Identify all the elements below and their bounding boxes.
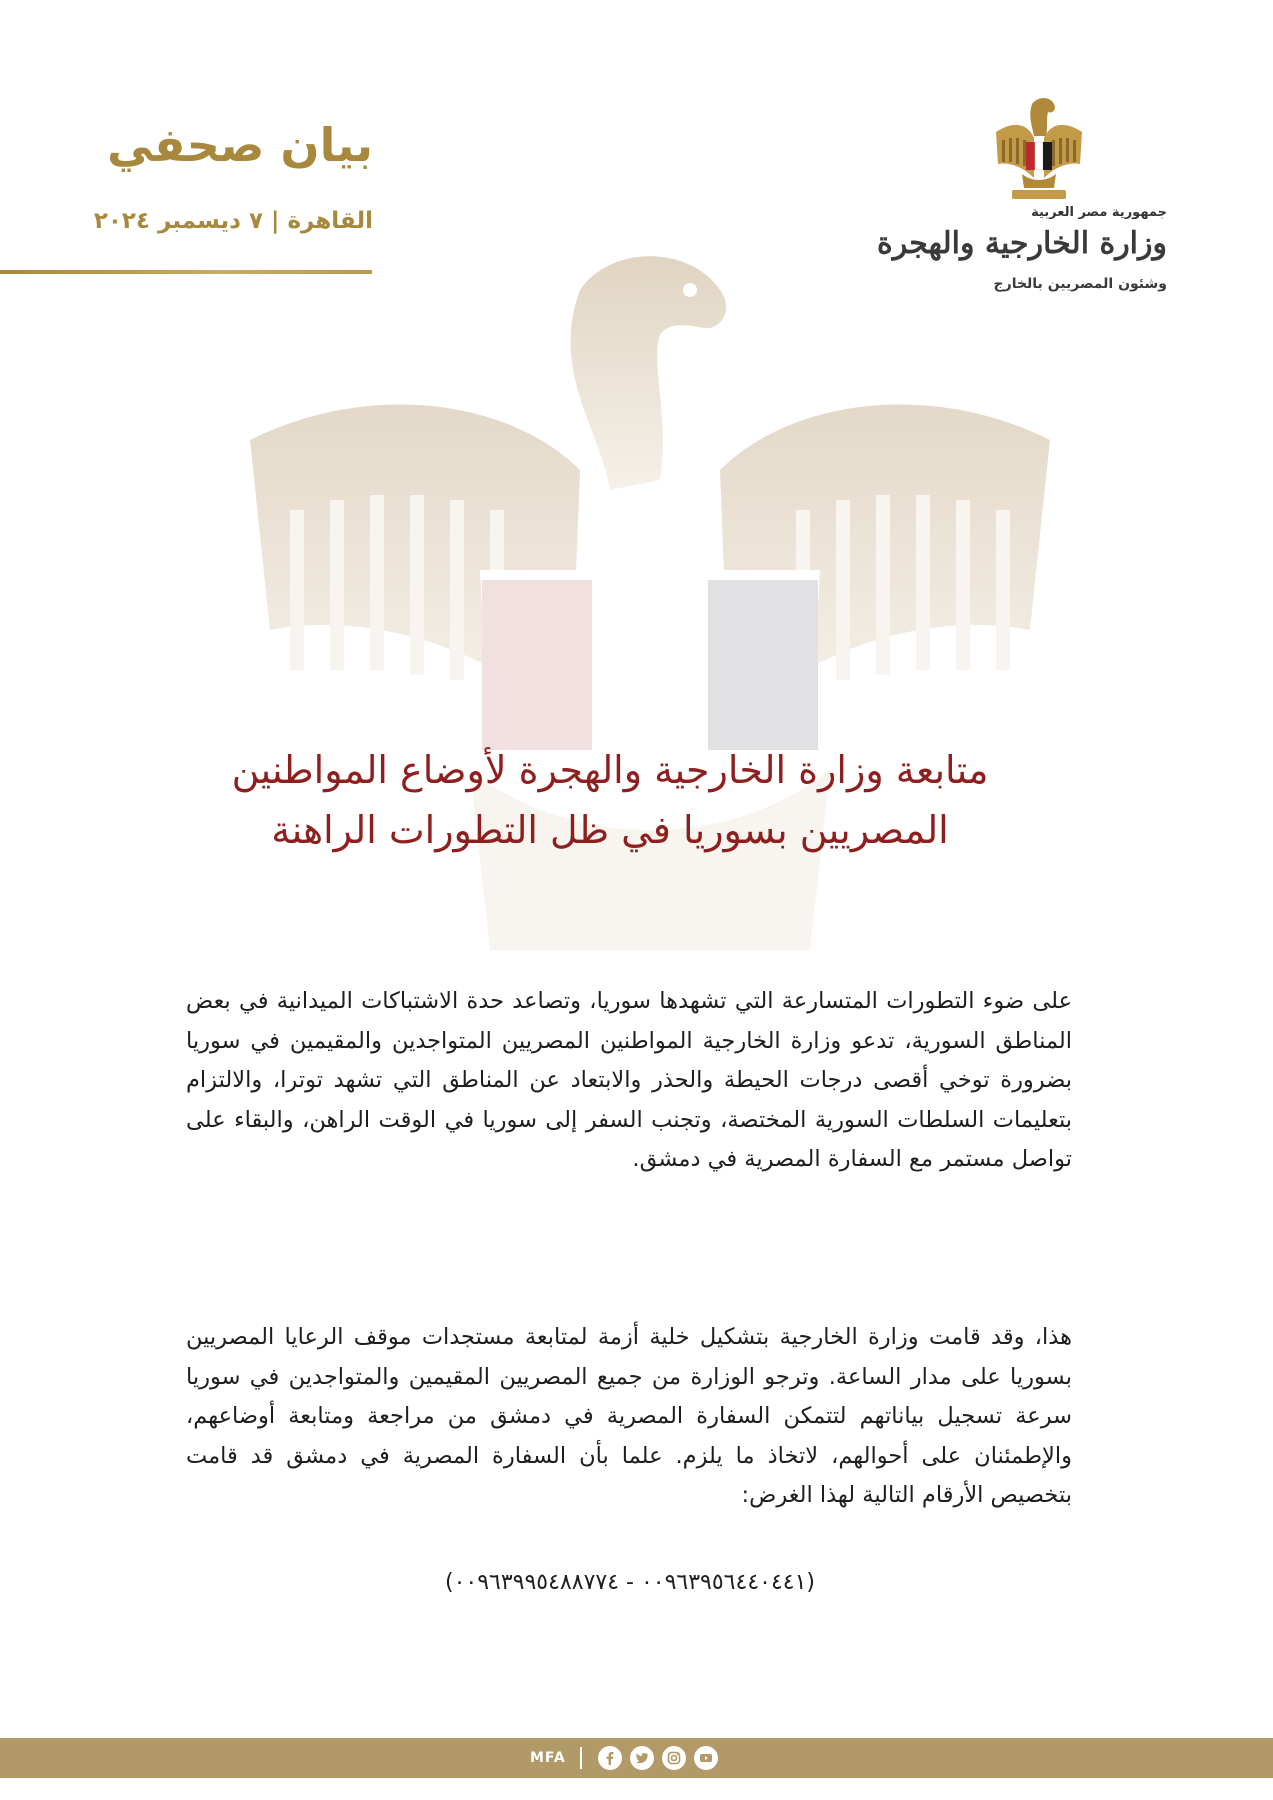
country-name: جمهورية مصر العربية (1031, 205, 1167, 220)
footer-band (0, 1738, 1273, 1778)
headline-line-1: متابعة وزارة الخارجية والهجرة لأوضاع المواطنين (231, 748, 989, 792)
press-release-title: بيان صحفي (107, 118, 373, 172)
date-line: القاهرة | ٧ ديسمبر ٢٠٢٤ (93, 208, 373, 234)
body-paragraph-1: على ضوء التطورات المتسارعة التي تشهدها سوريا، وتصاعد حدة الاشتباكات الميدانية في بعض المناطق السورية، تدعو وزارة الخارجية المواطنين المصريين المتواجدين والمقيمين في سوريا بضرورة توخي أقصى درجات الحيطة والحذر والابتعاد عن المناطق التي تشهد توترا، والالتزام بتعليمات السلطات السورية المختصة، وتجنب السفر إلى سوريا في الوقت الراهن، والبقاء على تواصل مستمر مع السفارة المصرية في دمشق. (186, 988, 1072, 1172)
eagle-emblem-logo (994, 96, 1084, 206)
eagle-watermark (250, 250, 1050, 970)
footer-separator (580, 1747, 582, 1769)
header-divider (0, 270, 372, 274)
headline (170, 740, 1050, 860)
instagram-icon[interactable] (662, 1746, 686, 1770)
ministry-name: وزارة الخارجية والهجرة (877, 226, 1167, 261)
footer-links (530, 1738, 718, 1778)
phone-numbers: (٠٠٩٦٣٩٥٦٤٤٠٤٤١ - ٠٠٩٦٣٩٩٥٤٨٨٧٧٤) (445, 1570, 815, 1595)
twitter-icon[interactable] (630, 1746, 654, 1770)
ministry-subtitle: وشئون المصريين بالخارج (993, 276, 1167, 292)
youtube-icon[interactable] (694, 1746, 718, 1770)
facebook-icon[interactable] (598, 1746, 622, 1770)
body-paragraph-2: هذا، وقد قامت وزارة الخارجية بتشكيل خلية أزمة لمتابعة مستجدات موقف الرعايا المصريين بسوريا على مدار الساعة. وترجو الوزارة من جميع المصريين المقيمين والمتواجدين في سوريا سرعة تسجيل بياناتهم لتتمكن السفارة المصرية في دمشق من مراجعة ومتابعة أوضاعهم، والإطمئنان على أحوالهم، لاتخاذ ما يلزم. علما بأن السفارة المصرية في دمشق قد قامت بتخصيص الأرقام التالية لهذا الغرض: (186, 1324, 1072, 1508)
headline-line-2: المصريين بسوريا في ظل التطورات الراهنة (271, 808, 949, 852)
footer-label: MFA (530, 1750, 566, 1766)
